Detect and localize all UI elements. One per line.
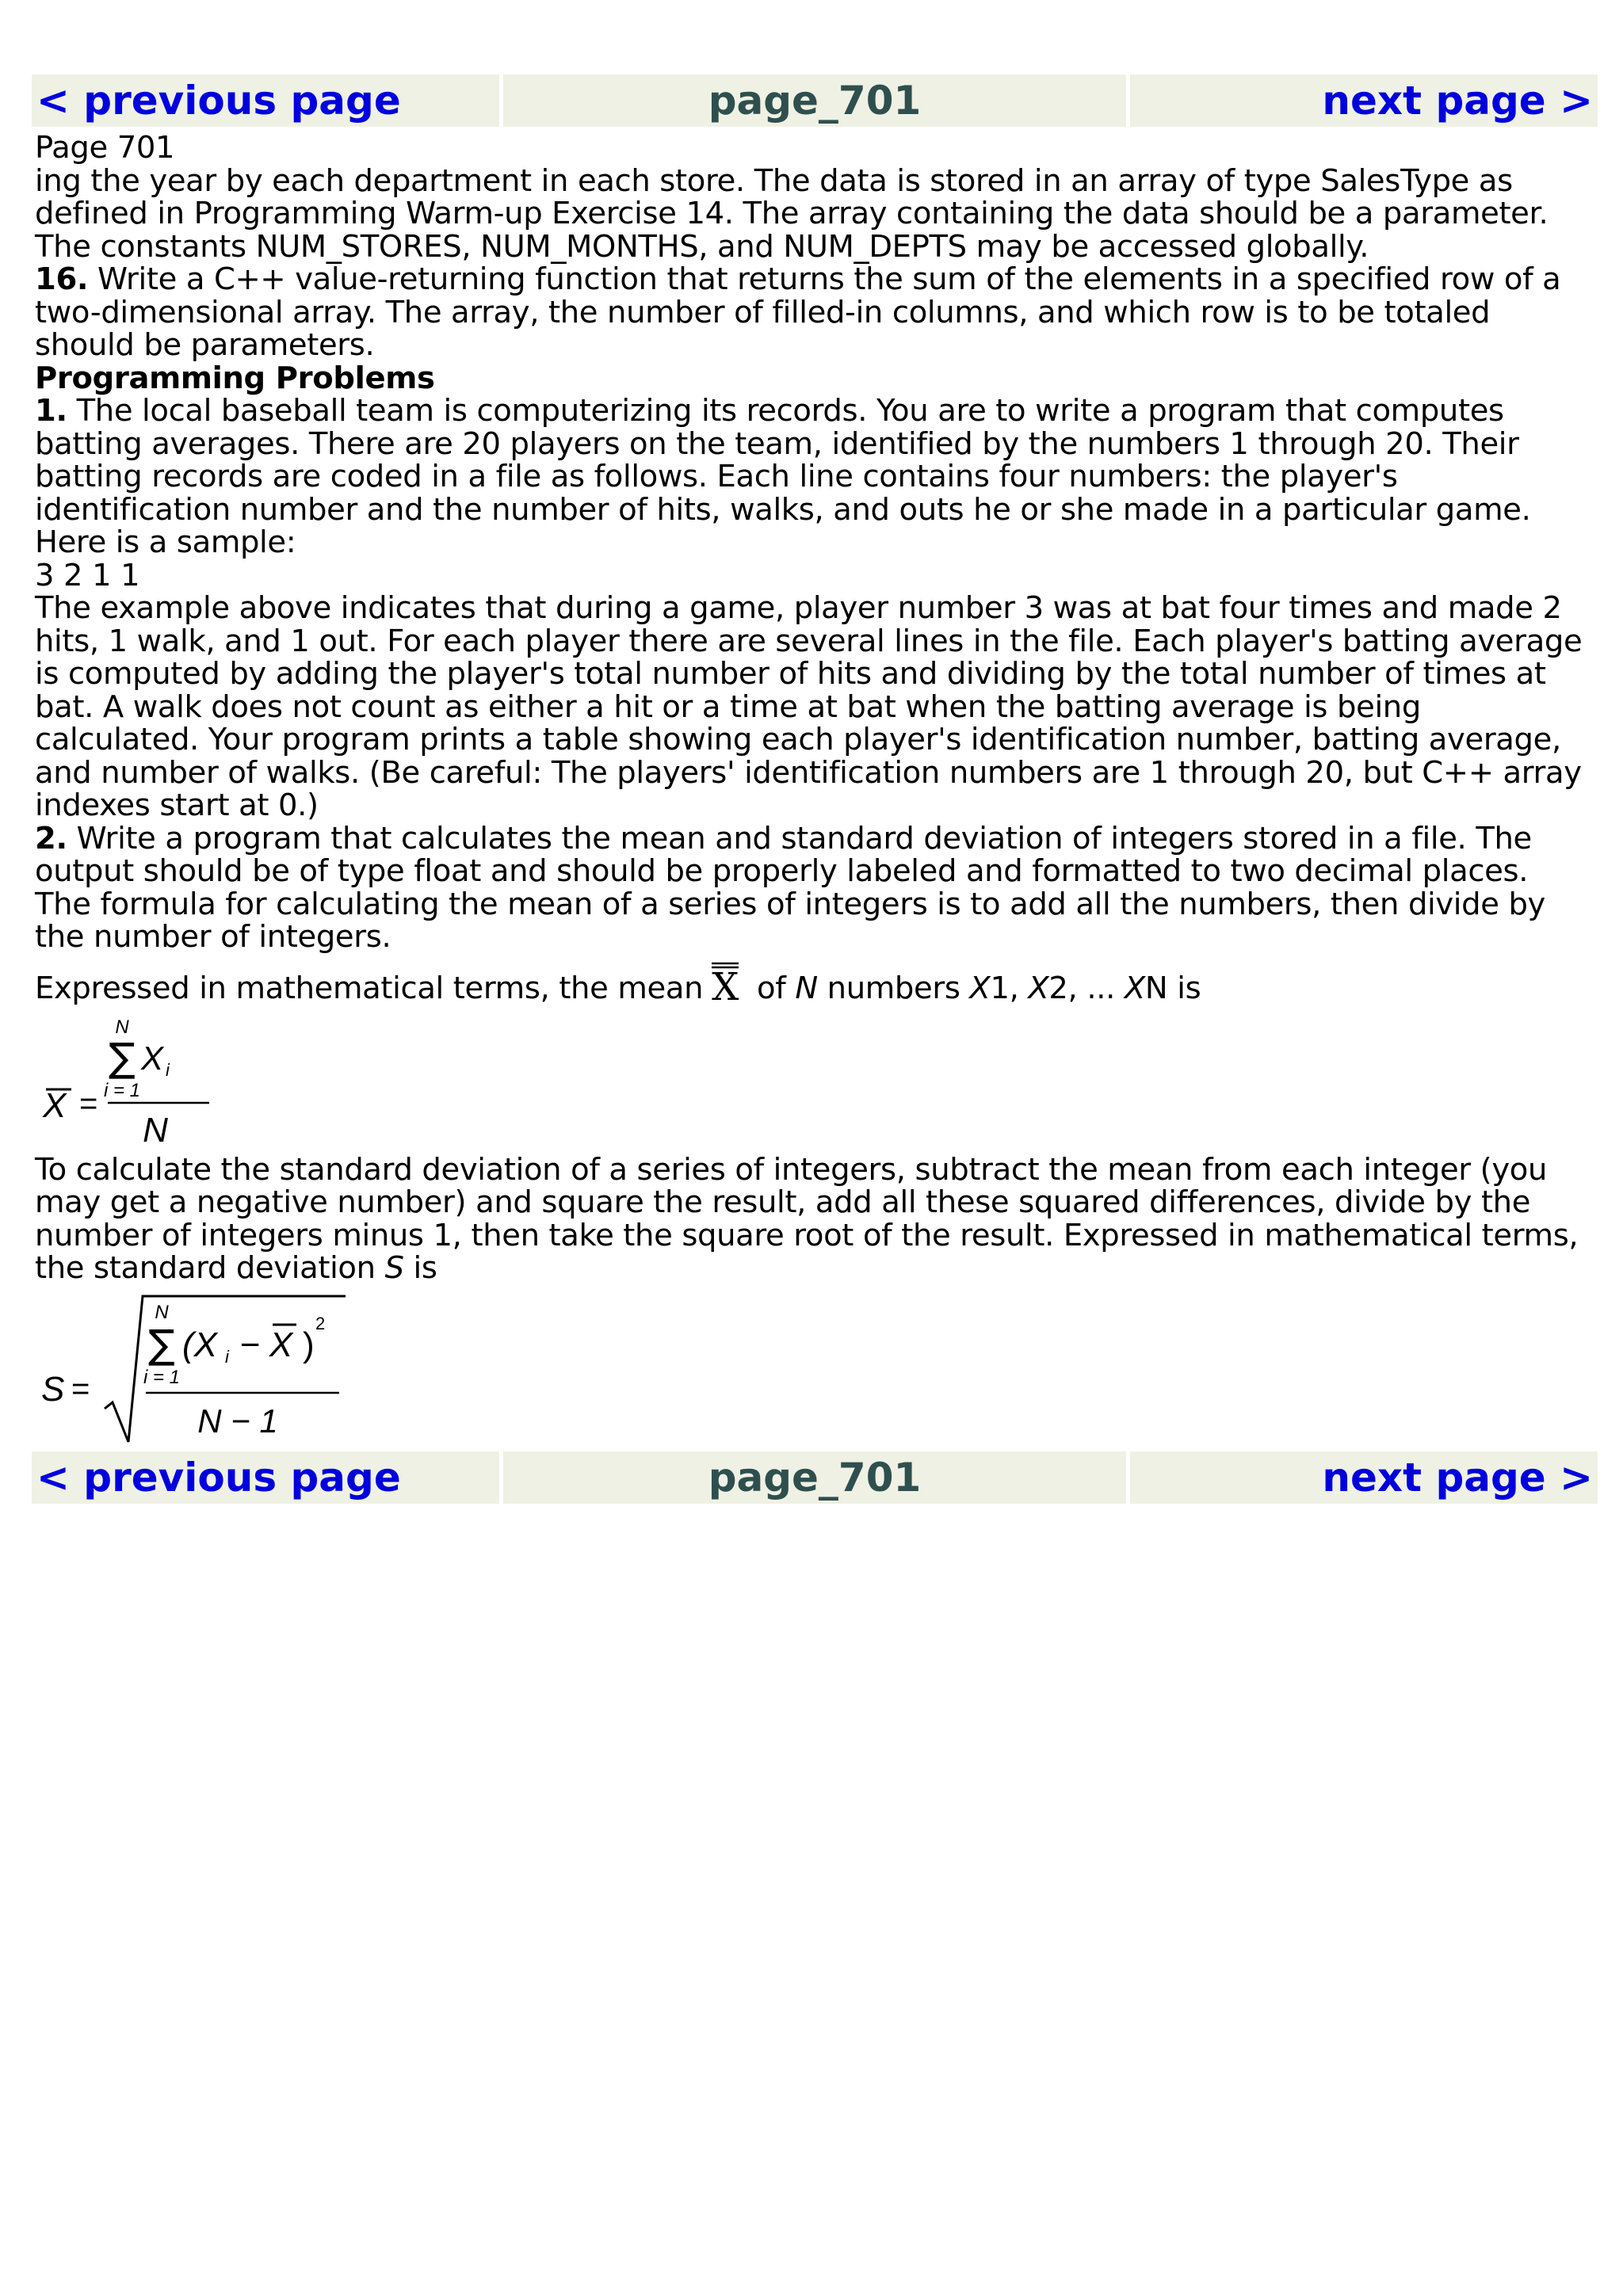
mean-equals: = bbox=[79, 1085, 98, 1121]
paragraph-intro: ing the year by each department in each store. The data is stored in an array of type SalesType as defined in Programming Warm-up Exercise 14. The array containing the data should be a parameter. The constants NUM_STORES, NUM_MONTHS, and NUM_DEPTS may be accessed globally. bbox=[35, 162, 1549, 265]
exercise-16-number: 16. bbox=[35, 261, 89, 297]
page-content-2 bbox=[32, 1151, 1598, 1286]
prev-cell-bottom bbox=[32, 1451, 499, 1504]
section-heading: Programming Problems bbox=[35, 360, 435, 396]
mean-line-start: Expressed in mathematical terms, the mean bbox=[35, 970, 704, 1006]
document-page bbox=[32, 74, 1598, 1504]
sd-lhs: S bbox=[41, 1369, 65, 1409]
sd-minus-xbar: − X bbox=[239, 1325, 293, 1364]
next-cell bbox=[1130, 74, 1598, 127]
page-label: Page 701 bbox=[35, 130, 175, 166]
problem-2-text: Write a program that calculates the mean and standard deviation of integers stored in a file. The output should be of type float and should be properly labeled and formatted to two decimal places. The formula for calculating the mean of a series of integers is to add all the numbers, then divide by the number of integers. bbox=[35, 820, 1545, 955]
sd-equals: = bbox=[71, 1371, 90, 1406]
mean-sigma-lower: i = 1 bbox=[103, 1079, 141, 1101]
previous-page-link-bottom[interactable]: < previous page bbox=[36, 1454, 401, 1501]
top-navigation-bar bbox=[32, 74, 1598, 127]
sd-term: (X bbox=[182, 1325, 217, 1364]
sd-power: 2 bbox=[315, 1313, 326, 1333]
mean-term-sub: i bbox=[166, 1059, 170, 1080]
page-content bbox=[32, 127, 1598, 1011]
sd-sigma-upper: N bbox=[155, 1301, 169, 1323]
problem-1-text: The local baseball team is computerizing its records. You are to write a program that computes batting averages. There are 20 players on the team, identified by the numbers 1 through 20. Their batting records are coded in a file as follows. Each line contains four numbers: the player's identification number and the number of hits, walks, and outs he or she made in a particular game. Here is a sample: bbox=[35, 393, 1531, 560]
mean-sigma-upper: N bbox=[115, 1016, 129, 1038]
problem-1-explanation: The example above indicates that during a game, player number 3 was at bat four times and made 2 hits, 1 walk, and 1 out. For each player there are several lines in the file. Each player's batting average is computed by adding the player's total number of hits and dividing by the total number of times at bat. A walk does not count as either a hit or a time at bat when the batting average is being calculated. Your program prints a table showing each player's identification number, batting average, and number of walks. (Be careful: The players' identification numbers are 1 through 20, but C++ array indexes start at 0.) bbox=[35, 590, 1583, 823]
exercise-16-text: Write a C++ value-returning function that returns the sum of the elements in a specified row of a two-dimensional array. The array, the number of filled-in columns, and which row is to be totaled should be parameters. bbox=[35, 261, 1561, 363]
bottom-navigation-bar bbox=[32, 1451, 1598, 1504]
sd-paren-close: ) bbox=[303, 1325, 315, 1364]
mean-formula-svg bbox=[35, 1011, 225, 1154]
problem-1-number: 1. bbox=[35, 393, 67, 429]
mean-definition-line bbox=[35, 960, 1591, 1011]
sd-denominator: N − 1 bbox=[197, 1402, 278, 1440]
page-id-label-bottom: page_701 bbox=[503, 1451, 1126, 1504]
previous-page-link[interactable]: < previous page bbox=[36, 78, 401, 124]
sd-formula-svg bbox=[35, 1290, 368, 1448]
x-bar-symbol bbox=[709, 960, 741, 1003]
sd-sigma-lower: i = 1 bbox=[143, 1366, 181, 1388]
mean-lhs: X bbox=[43, 1085, 67, 1125]
mean-line-of: of bbox=[747, 970, 796, 1006]
next-cell-bottom bbox=[1130, 1451, 1598, 1504]
mean-line-1: 1, bbox=[990, 970, 1029, 1006]
sd-text: To calculate the standard deviation of a series of integers, subtract the mean from each integer (you may get a negative number) and square the result, add all these squared differences, divide by the number of integers minus 1, then take the square root of the result. Expressed in mathematical terms, the standard deviation bbox=[35, 1151, 1579, 1286]
page-id-label: page_701 bbox=[503, 74, 1126, 127]
mean-line-numbers: numbers bbox=[817, 970, 970, 1006]
prev-cell bbox=[32, 74, 499, 127]
sample-line: 3 2 1 1 bbox=[35, 557, 140, 593]
problem-1 bbox=[35, 395, 1591, 559]
mean-line-xn: X bbox=[1124, 970, 1145, 1006]
sd-paragraph bbox=[35, 1151, 1591, 1286]
mean-line-n: N bbox=[795, 970, 818, 1006]
next-page-link-bottom[interactable]: next page > bbox=[1322, 1454, 1593, 1501]
sd-s: S bbox=[384, 1250, 404, 1286]
mean-line-2: 2, ... bbox=[1048, 970, 1125, 1006]
svg-text:X: X bbox=[712, 964, 739, 1003]
mean-formula bbox=[32, 1011, 1598, 1154]
mean-denominator: N bbox=[143, 1110, 168, 1150]
sd-sigma: ∑ bbox=[148, 1321, 175, 1367]
mean-sigma: ∑ bbox=[109, 1034, 136, 1081]
mean-line-x1: X bbox=[969, 970, 991, 1006]
next-page-link[interactable]: next page > bbox=[1322, 78, 1593, 124]
mean-line-end: N is bbox=[1144, 970, 1201, 1006]
problem-2-number: 2. bbox=[35, 820, 67, 856]
mean-line-x2: X bbox=[1028, 970, 1049, 1006]
exercise-16 bbox=[35, 263, 1591, 362]
problem-2 bbox=[35, 822, 1591, 954]
sd-is: is bbox=[403, 1250, 437, 1286]
sd-term-sub: i bbox=[225, 1346, 229, 1367]
mean-term: X bbox=[141, 1039, 164, 1077]
sd-formula bbox=[32, 1290, 1598, 1448]
